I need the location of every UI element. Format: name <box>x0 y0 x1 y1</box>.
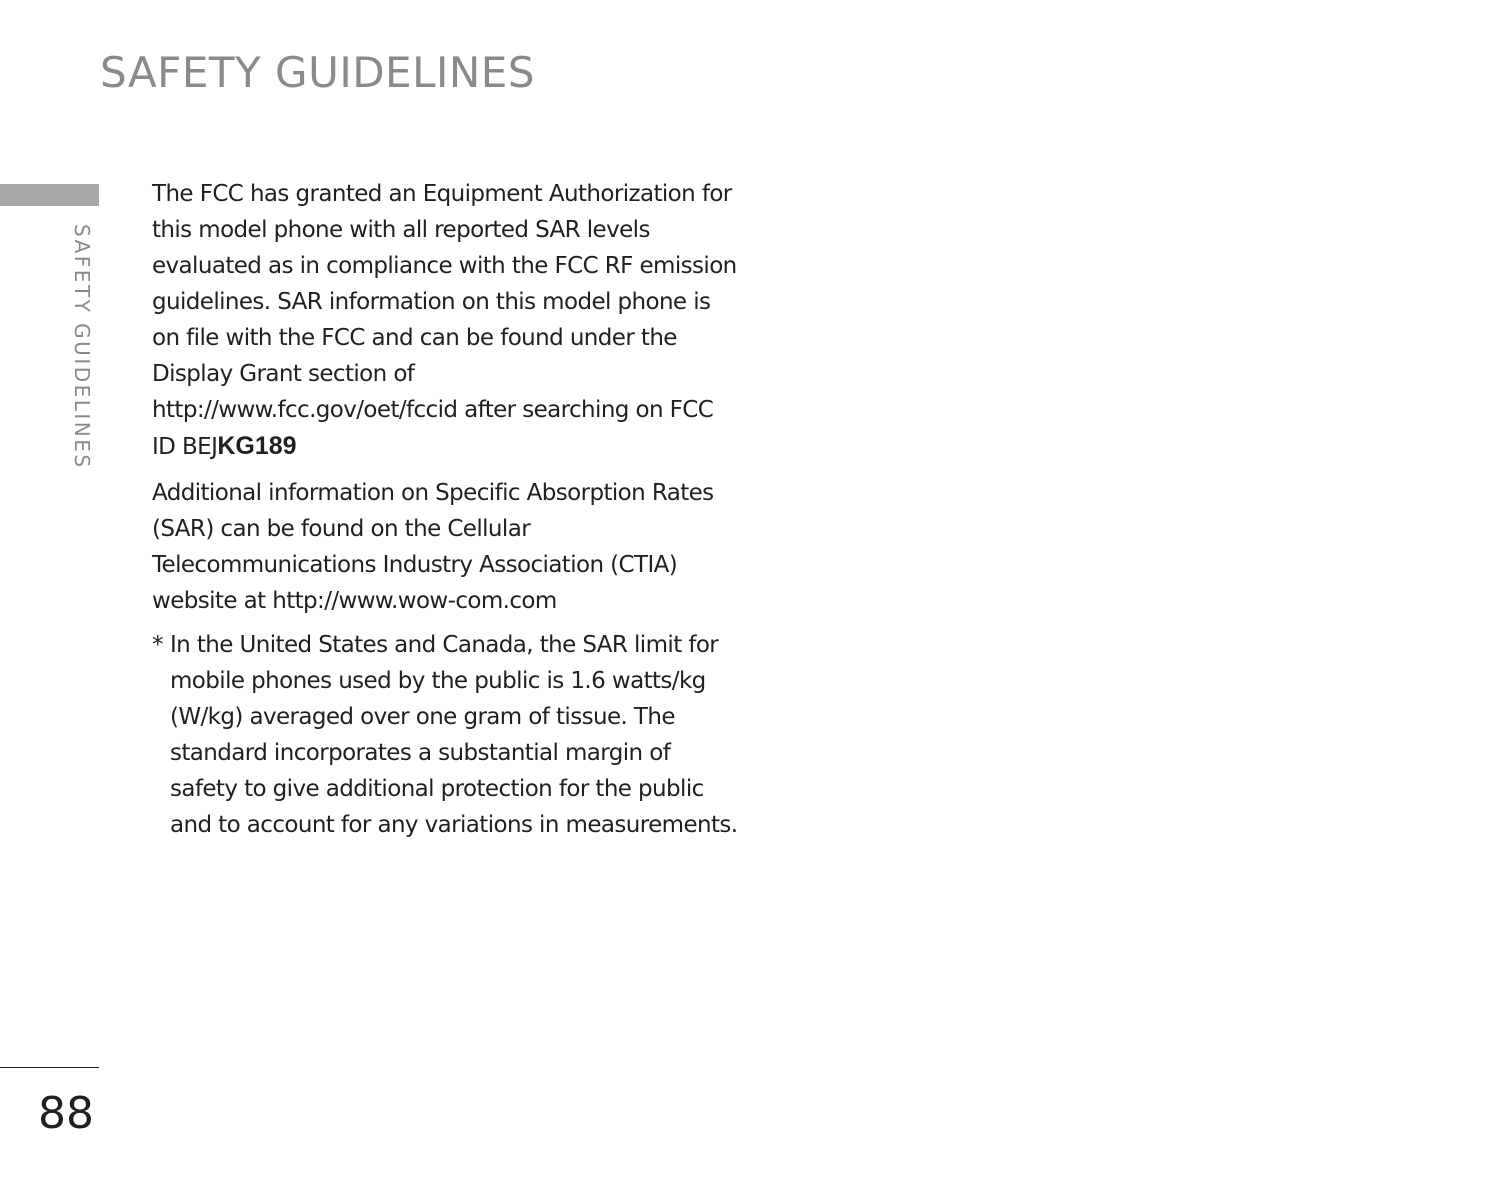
paragraph-line: Additional information on Specific Absorption Rates <box>152 480 714 506</box>
page-number: 88 <box>38 1088 94 1139</box>
footnote-line: (W/kg) averaged over one gram of tissue. The <box>170 704 675 730</box>
fcc-id-line <box>152 428 772 465</box>
footnote-line: standard incorporates a substantial margin of <box>170 740 671 766</box>
paragraph-line: guidelines. SAR information on this model phone is <box>152 289 711 315</box>
paragraph-line: website at http://www.wow-com.com <box>152 588 557 614</box>
paragraph-line: this model phone with all reported SAR levels <box>152 217 650 243</box>
sar-limit-footnote <box>152 627 772 843</box>
footnote-line: and to account for any variations in measurements. <box>170 812 738 838</box>
paragraph-line: (SAR) can be found on the Cellular <box>152 516 531 542</box>
paragraph-line: The FCC has granted an Equipment Authorization for <box>152 181 732 207</box>
fcc-id-prefix: ID BEJ <box>152 434 218 460</box>
fcc-authorization-paragraph <box>152 176 772 465</box>
footnote-line: mobile phones used by the public is 1.6 watts/kg <box>170 668 706 694</box>
section-tab-bar <box>0 184 99 206</box>
footnote-line: safety to give additional protection for the public <box>170 776 704 802</box>
sar-info-paragraph <box>152 475 772 619</box>
page-title: SAFETY GUIDELINES <box>100 48 535 97</box>
paragraph-line: on file with the FCC and can be found under the <box>152 325 677 351</box>
paragraph-line: http://www.fcc.gov/oet/fccid after searching on FCC <box>152 397 714 423</box>
paragraph-line: Telecommunications Industry Association (CTIA) <box>152 552 678 578</box>
footnote-asterisk: * <box>152 632 163 658</box>
main-content <box>152 176 772 843</box>
paragraph-line: evaluated as in compliance with the FCC RF emission <box>152 253 737 279</box>
section-side-label: SAFETY GUIDELINES <box>70 224 94 470</box>
footer-divider <box>0 1067 99 1068</box>
fcc-id-model: KG189 <box>217 432 297 460</box>
footnote-line: In the United States and Canada, the SAR limit for <box>170 632 719 658</box>
paragraph-line: Display Grant section of <box>152 361 415 387</box>
